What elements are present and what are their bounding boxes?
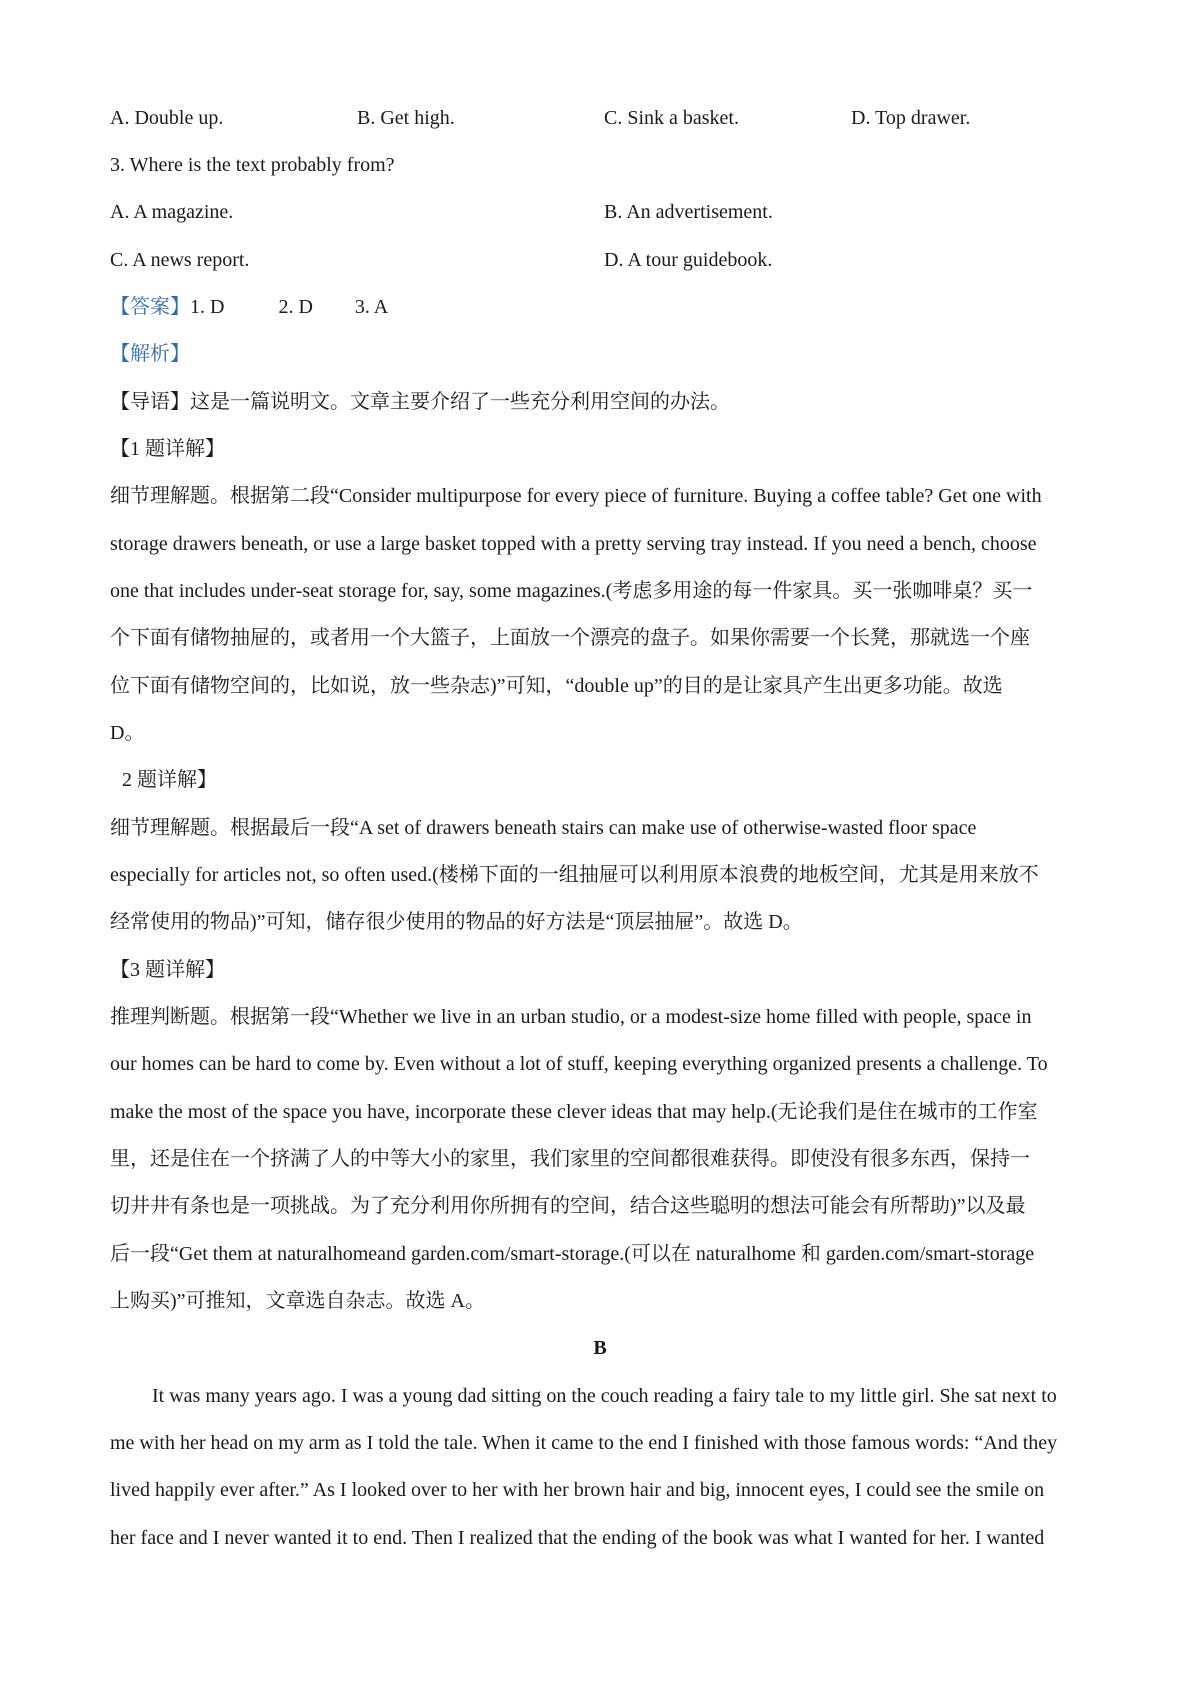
q2-option-c: C. Sink a basket. [604,107,739,129]
q3-detail-line: 切井井有条也是一项挑战。为了充分利用你所拥有的空间，结合这些聪明的想法可能会有所帮助)”以及最 [110,1195,1026,1217]
answer-label: 【答案】 [110,296,190,318]
q2-option-a: A. Double up. [110,107,224,129]
q2-detail-line: 经常使用的物品)”可知，储存很少使用的物品的好方法是“顶层抽屉”。故选 D。 [110,911,803,933]
section-b-title: B [593,1337,607,1359]
q3-detail-line: 推理判断题。根据第一段“Whether we live in an urban studio, or a modest-size home filled with people, space in [110,1006,1032,1028]
q2-detail-line: especially for articles not, so often used.(楼梯下面的一组抽屉可以利用原本浪费的地板空间，尤其是用来放不 [110,864,1039,886]
section-b-line: me with her head on my arm as I told the tale. When it came to the end I finished with those famous words: “And they [110,1432,1058,1454]
q3-option-b: B. An advertisement. [604,201,773,223]
q3-detail-line: 上购买)”可推知，文章选自杂志。故选 A。 [110,1290,485,1312]
q2-detail-line: 细节理解题。根据最后一段“A set of drawers beneath stairs can make use of otherwise-wasted floor space [110,817,977,839]
q3-detail-line: our homes can be hard to come by. Even without a lot of stuff, keeping everything organized presents a challenge. To [110,1053,1048,1075]
intro-text: 【导语】这是一篇说明文。文章主要介绍了一些充分利用空间的办法。 [110,391,730,413]
q1-detail-line: storage drawers beneath, or use a large basket topped with a pretty serving tray instead. If you need a bench, choose [110,533,1037,555]
q2-detail-heading: 2 题详解】 [122,769,217,791]
q2-option-d: D. Top drawer. [851,107,971,129]
q3-detail-heading: 【3 题详解】 [110,959,225,981]
section-b-line: lived happily ever after.” As I looked over to her with her brown hair and big, innocent eyes, I could see the smile on [110,1479,1045,1501]
answer-item-2: 2. D [278,296,313,318]
q1-detail-line: 位下面有储物空间的，比如说，放一些杂志)”可知，“double up”的目的是让家具产生出更多功能。故选 [110,675,1003,697]
q3-option-d: D. A tour guidebook. [604,249,773,271]
q3-detail-line: make the most of the space you have, incorporate these clever ideas that may help.(无论我们是住在城市的工作室 [110,1101,1038,1123]
q3-detail-line: 里，还是住在一个挤满了人的中等大小的家里，我们家里的空间都很难获得。即使没有很多东西，保持一 [110,1148,1030,1170]
q1-detail-line: D。 [110,722,145,744]
q1-detail-line: one that includes under-seat storage for, say, some magazines.(考虑多用途的每一件家具。买一张咖啡桌？买一 [110,580,1033,602]
answer-item-1: 1. D [190,296,225,318]
q1-detail-line: 个下面有储物抽屉的，或者用一个大篮子，上面放一个漂亮的盘子。如果你需要一个长凳，那就选一个座 [110,627,1030,649]
q1-detail-heading: 【1 题详解】 [110,438,225,460]
answer-line [110,293,1100,321]
q3-option-a: A. A magazine. [110,201,234,223]
section-b-line: her face and I never wanted it to end. Then I realized that the ending of the book was what I wanted for her. I wanted [110,1527,1045,1549]
q2-option-b: B. Get high. [357,107,455,129]
analysis-label: 【解析】 [110,343,190,365]
q3-question: 3. Where is the text probably from? [110,154,395,176]
q3-detail-line: 后一段“Get them at naturalhomeand garden.com/smart-storage.(可以在 naturalhome 和 garden.com/smart-storage [110,1243,1035,1265]
q1-detail-line: 细节理解题。根据第二段“Consider multipurpose for every piece of furniture. Buying a coffee table? Get one with [110,485,1042,507]
answer-item-3: 3. A [354,296,389,318]
section-b-line: It was many years ago. I was a young dad sitting on the couch reading a fairy tale to my little girl. She sat next to [152,1385,1057,1407]
q3-option-c: C. A news report. [110,249,250,271]
